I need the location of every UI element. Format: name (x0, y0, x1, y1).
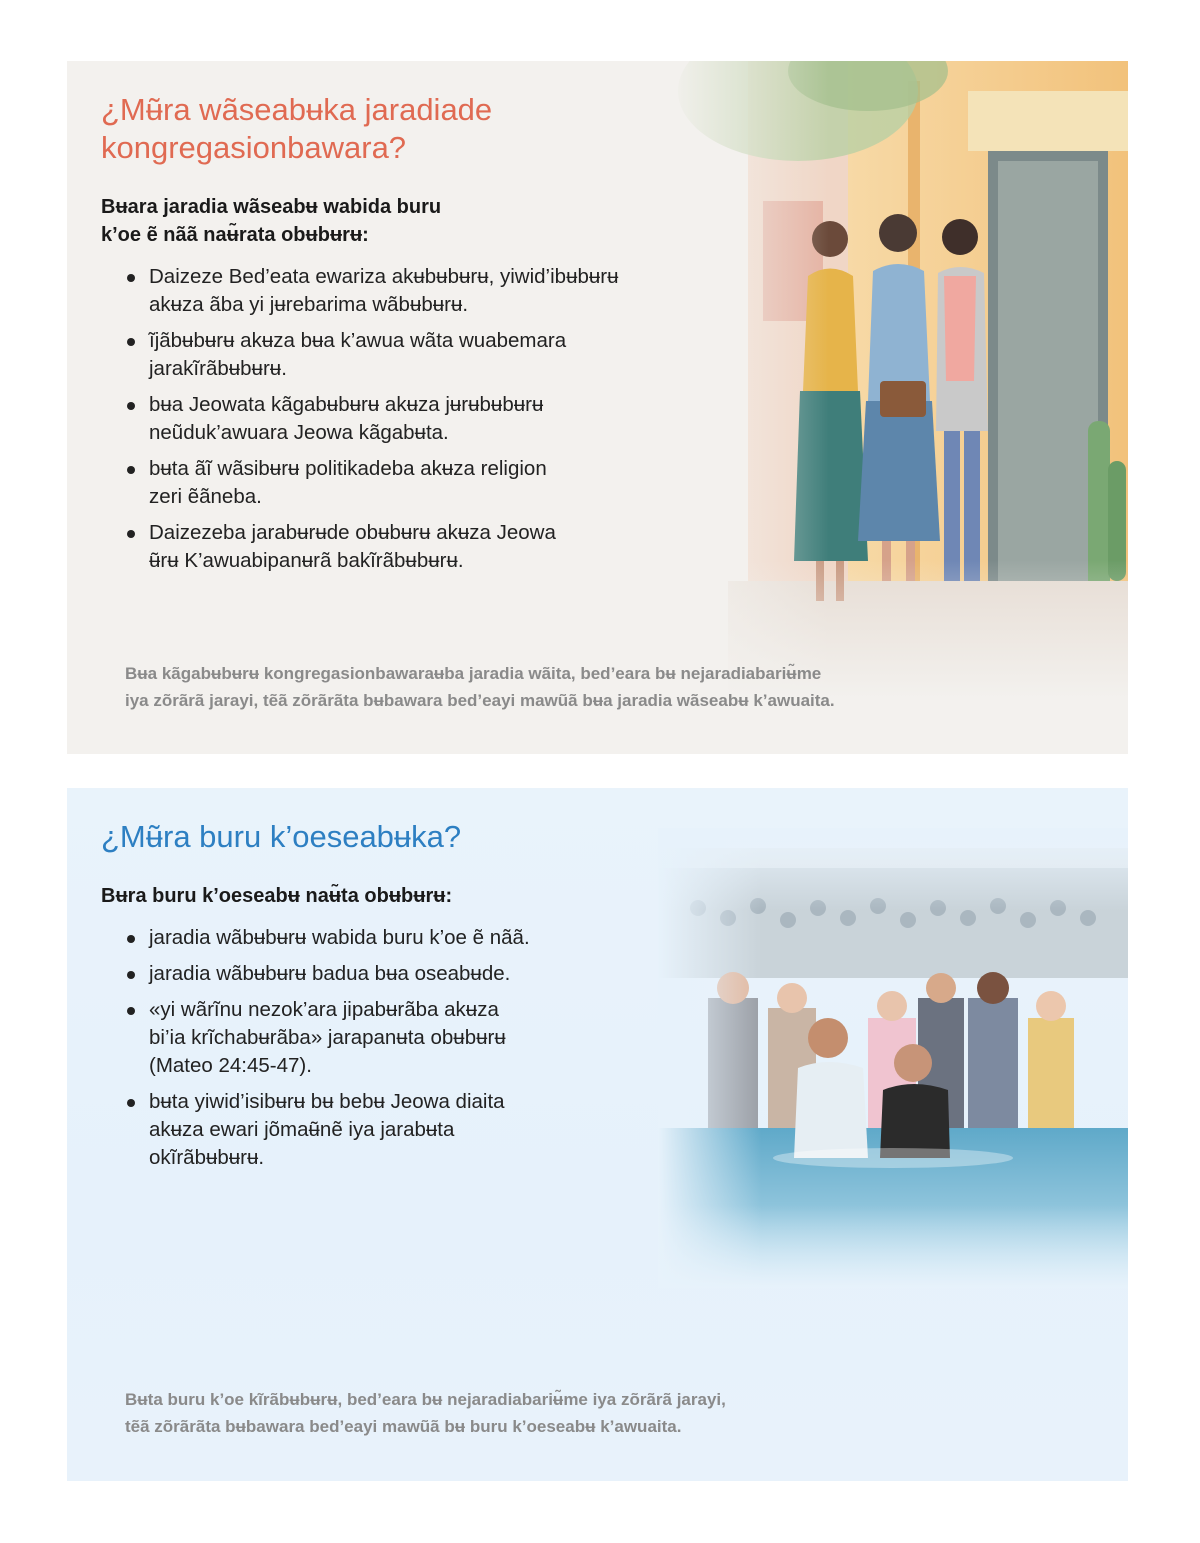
bullet-icon (127, 402, 135, 410)
list-item-line: akʉza ewari jõmaʉ̃nẽ iya jarabʉta (149, 1118, 455, 1141)
list-item-line: ʉ̃rʉ K’awuabipanʉrã bakĩrãbʉbʉrʉ. (149, 549, 464, 572)
baptism-section (67, 788, 1128, 1481)
list-item-line: bi’ia krĩchabʉrãba» jarapanʉta obʉbʉrʉ (149, 1026, 506, 1049)
bullet-icon (127, 338, 135, 346)
bullet-icon (127, 1007, 135, 1015)
list-item (127, 1088, 701, 1172)
section-intro (101, 193, 701, 249)
list-item-line: bʉa Jeowata kãgabʉbʉrʉ akʉza jʉrʉbʉbʉrʉ (149, 393, 544, 416)
list-item (127, 391, 701, 447)
baptism-content (101, 818, 701, 1180)
footnote-line-2: iya zõrãrã jarayi, tẽã zõrãrãta bʉbawara bed’eayi mawũã bʉa jaradia wãseabʉ k’awuaita. (125, 691, 835, 710)
bullet-icon (127, 935, 135, 943)
street-witnessing-illustration (668, 61, 1128, 754)
section-footnote (125, 660, 1025, 714)
list-item-line: akʉza ãba yi jʉrebarima wãbʉbʉrʉ. (149, 293, 469, 316)
list-item-line: ĩjãbʉbʉrʉ akʉza bʉa k’awua wãta wuabemara (149, 329, 567, 352)
list-item-line: «yi wãrĩnu nezok’ara jipabʉrãba akʉza (149, 998, 499, 1021)
list-item-line: okĩrãbʉbʉrʉ. (149, 1146, 265, 1169)
list-item (127, 327, 701, 383)
footnote-line-1: Bʉa kãgabʉbʉrʉ kongregasionbawaraʉba jaradia wãita, bed’eara bʉ nejaradiabariʉ̃me (125, 664, 822, 683)
section-footnote (125, 1386, 1025, 1440)
preaching-content (101, 91, 701, 583)
section-intro: Bʉra buru k’oeseabʉ naʉ̃ta obʉbʉrʉ: (101, 885, 453, 907)
list-item (127, 519, 701, 575)
list-item-line: neũduk’awuara Jeowa kãgabʉta. (149, 421, 449, 444)
footnote-line-2: tẽã zõrãrãta bʉbawara bed’eayi mawũã bʉ buru k’oeseabʉ k’awuaita. (125, 1417, 682, 1436)
requirements-list (101, 924, 701, 1172)
list-item (127, 455, 701, 511)
bullet-icon (127, 971, 135, 979)
list-item-line: Daizezeba jarabʉrʉde obʉbʉrʉ akʉza Jeowa (149, 521, 556, 544)
intro-line-1: Bʉara jaradia wãseabʉ wabida buru (101, 196, 442, 218)
title-line-1: ¿Mʉ̃ra wãseabʉka jaradiade (101, 92, 493, 127)
list-item (127, 924, 701, 952)
list-item-line: jarakĩrãbʉbʉrʉ. (149, 357, 287, 380)
list-item-line: (Mateo 24:45-47). (149, 1054, 312, 1077)
preaching-section (67, 61, 1128, 754)
bullet-icon (127, 1099, 135, 1107)
bullet-icon (127, 466, 135, 474)
list-item (127, 263, 701, 319)
title-line-2: kongregasionbawara? (101, 130, 407, 165)
list-item-line: Daizeze Bed’eata ewariza akʉbʉbʉrʉ, yiwid’ibʉbʉrʉ (149, 265, 619, 288)
list-item-line: jaradia wãbʉbʉrʉ badua bʉa oseabʉde. (149, 962, 511, 985)
list-item (127, 960, 701, 988)
requirements-list (101, 263, 701, 575)
list-item-line: bʉta ãĩ wãsibʉrʉ politikadeba akʉza religion (149, 457, 547, 480)
section-title: ¿Mʉ̃ra buru k’oeseabʉka? (101, 819, 462, 854)
bullet-icon (127, 274, 135, 282)
list-item-line: bʉta yiwid’isibʉrʉ bʉ bebʉ Jeowa diaita (149, 1090, 505, 1113)
section-title (101, 91, 701, 167)
baptism-illustration (658, 828, 1128, 1288)
footnote-line-1: Bʉta buru k’oe kĩrãbʉbʉrʉ, bed’eara bʉ nejaradiabariʉ̃me iya zõrãrã jarayi, (125, 1390, 726, 1409)
intro-line-2: k’oe ẽ nãã naʉ̃rata obʉbʉrʉ: (101, 224, 369, 246)
list-item (127, 996, 701, 1080)
bullet-icon (127, 530, 135, 538)
list-item-line: zeri ẽãneba. (149, 485, 262, 508)
list-item-line: jaradia wãbʉbʉrʉ wabida buru k’oe ẽ nãã. (149, 926, 530, 949)
